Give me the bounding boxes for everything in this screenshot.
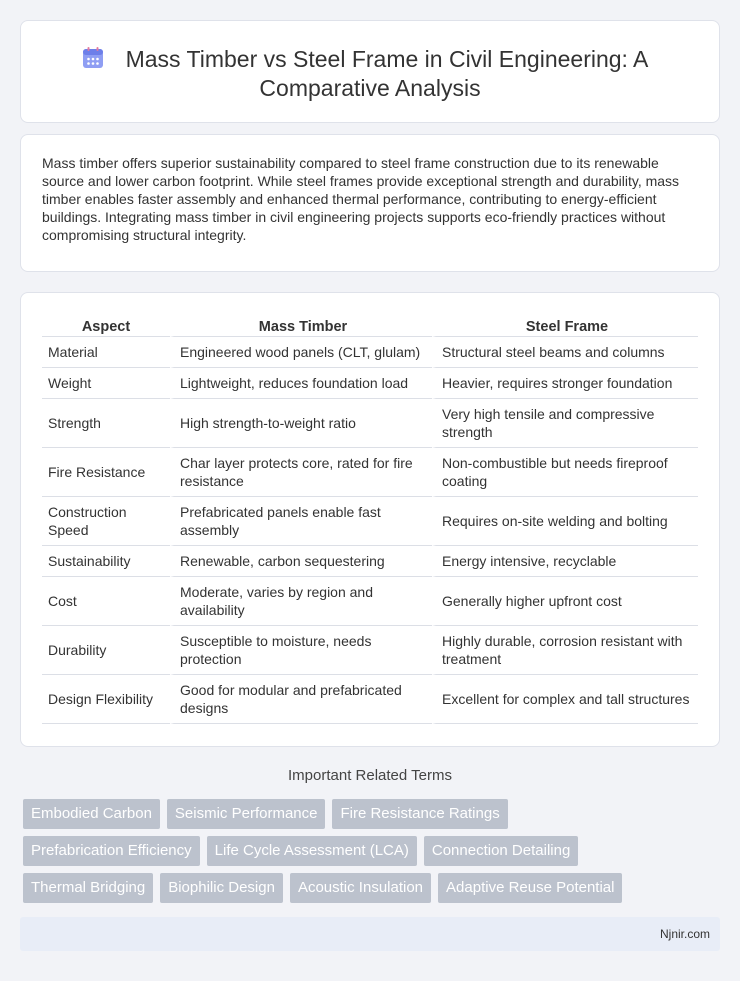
footer bbox=[20, 917, 720, 951]
table-cell-steel-frame: Structural steel beams and columns bbox=[432, 337, 698, 368]
page-title-line-1: Mass Timber vs Steel Frame in Civil Engineering: A bbox=[125, 46, 649, 72]
tag-adaptive-reuse-potential[interactable]: Adaptive Reuse Potential bbox=[438, 873, 622, 903]
table-cell-aspect: Material bbox=[42, 337, 170, 368]
page-title bbox=[21, 45, 719, 103]
table-cell-mass-timber: High strength-to-weight ratio bbox=[170, 399, 432, 448]
table-cell-aspect: Design Flexibility bbox=[42, 675, 170, 724]
comparison-table-card bbox=[20, 292, 720, 747]
tag-prefabrication-efficiency[interactable]: Prefabrication Efficiency bbox=[23, 836, 200, 866]
table-cell-steel-frame: Energy intensive, recyclable bbox=[432, 546, 698, 577]
intro-paragraph: Mass timber offers superior sustainability compared to steel frame construction due to its renewable source and lower carbon footprint. While steel frames provide exceptional strength and durability, mass timber enables faster assembly and enhanced thermal performance, contributing to energy-efficient buildings. Integrating mass timber in civil engineering projects supports eco-friendly practices without compromising structural integrity. bbox=[42, 155, 680, 243]
table-row bbox=[42, 448, 698, 497]
table-cell-steel-frame: Generally higher upfront cost bbox=[432, 577, 698, 626]
table-cell-steel-frame: Excellent for complex and tall structures bbox=[432, 675, 698, 724]
table-cell-mass-timber: Renewable, carbon sequestering bbox=[170, 546, 432, 577]
tag-life-cycle-assessment[interactable]: Life Cycle Assessment (LCA) bbox=[207, 836, 417, 866]
table-cell-aspect: Weight bbox=[42, 368, 170, 399]
table-row bbox=[42, 546, 698, 577]
comparison-table bbox=[42, 315, 698, 724]
table-cell-aspect: Sustainability bbox=[42, 546, 170, 577]
table-cell-steel-frame: Very high tensile and compressive strength bbox=[432, 399, 698, 448]
table-header-steel-frame: Steel Frame bbox=[432, 315, 698, 337]
table-cell-aspect: Durability bbox=[42, 626, 170, 675]
tag-row bbox=[23, 836, 723, 866]
header-card bbox=[20, 20, 720, 123]
table-cell-mass-timber: Engineered wood panels (CLT, glulam) bbox=[170, 337, 432, 368]
footer-site[interactable]: Njnir.com bbox=[659, 927, 710, 941]
tag-seismic-performance[interactable]: Seismic Performance bbox=[167, 799, 326, 829]
table-header-aspect: Aspect bbox=[42, 315, 170, 337]
table-row bbox=[42, 626, 698, 675]
table-cell-steel-frame: Heavier, requires stronger foundation bbox=[432, 368, 698, 399]
table-row bbox=[42, 337, 698, 368]
tag-thermal-bridging[interactable]: Thermal Bridging bbox=[23, 873, 153, 903]
table-cell-mass-timber: Good for modular and prefabricated designs bbox=[170, 675, 432, 724]
tag-fire-resistance-ratings[interactable]: Fire Resistance Ratings bbox=[332, 799, 507, 829]
table-row bbox=[42, 675, 698, 724]
table-row bbox=[42, 368, 698, 399]
table-cell-mass-timber: Char layer protects core, rated for fire resistance bbox=[170, 448, 432, 497]
page-title-line-2: Comparative Analysis bbox=[259, 75, 481, 101]
related-terms-tags bbox=[23, 799, 723, 910]
table-cell-mass-timber: Lightweight, reduces foundation load bbox=[170, 368, 432, 399]
table-cell-mass-timber: Moderate, varies by region and availability bbox=[170, 577, 432, 626]
tag-embodied-carbon[interactable]: Embodied Carbon bbox=[23, 799, 160, 829]
related-terms-heading: Important Related Terms bbox=[288, 767, 452, 784]
table-cell-aspect: Fire Resistance bbox=[42, 448, 170, 497]
table-cell-aspect: Construction Speed bbox=[42, 497, 170, 546]
table-cell-mass-timber: Prefabricated panels enable fast assembly bbox=[170, 497, 432, 546]
table-cell-mass-timber: Susceptible to moisture, needs protection bbox=[170, 626, 432, 675]
table-row bbox=[42, 399, 698, 448]
table-row bbox=[42, 497, 698, 546]
table-cell-steel-frame: Highly durable, corrosion resistant with treatment bbox=[432, 626, 698, 675]
tag-biophilic-design[interactable]: Biophilic Design bbox=[160, 873, 283, 903]
table-cell-aspect: Strength bbox=[42, 399, 170, 448]
tag-row bbox=[23, 873, 723, 903]
table-header-mass-timber: Mass Timber bbox=[170, 315, 432, 337]
table-cell-steel-frame: Requires on-site welding and bolting bbox=[432, 497, 698, 546]
tag-connection-detailing[interactable]: Connection Detailing bbox=[424, 836, 578, 866]
table-cell-aspect: Cost bbox=[42, 577, 170, 626]
intro-card bbox=[20, 134, 720, 272]
table-cell-steel-frame: Non-combustible but needs fireproof coating bbox=[432, 448, 698, 497]
table-row bbox=[42, 577, 698, 626]
tag-acoustic-insulation[interactable]: Acoustic Insulation bbox=[290, 873, 431, 903]
tag-row bbox=[23, 799, 723, 829]
